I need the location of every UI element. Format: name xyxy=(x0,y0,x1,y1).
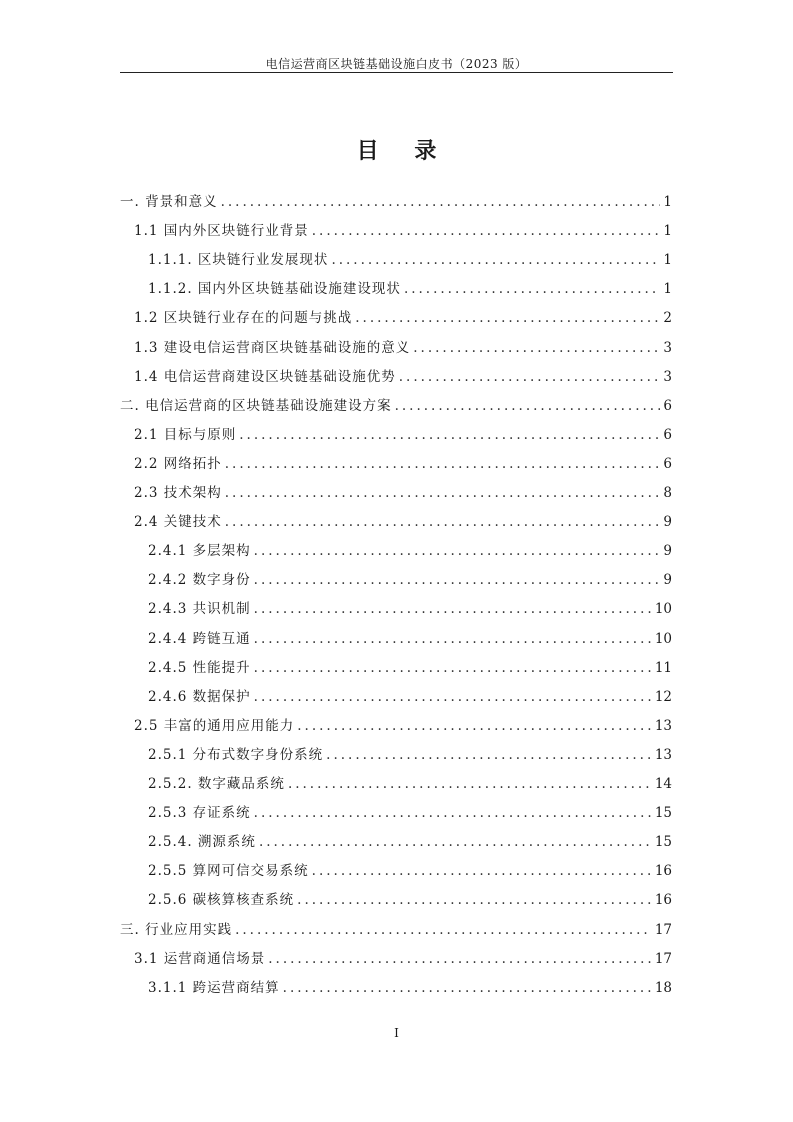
toc-entry[interactable] xyxy=(148,774,672,794)
toc-entry-page: 15 xyxy=(654,834,672,851)
toc-entry-label: 2.4.2 数字身份 xyxy=(148,572,251,589)
dot-leader xyxy=(254,570,661,590)
dot-leader xyxy=(331,250,660,270)
dot-leader xyxy=(312,221,661,241)
toc-entry-page: 13 xyxy=(654,746,672,763)
toc-entry-label: 1.1.1. 区块链行业发展现状 xyxy=(148,252,329,269)
toc-entry-label: 2.4.6 数据保护 xyxy=(148,688,251,705)
dot-leader xyxy=(355,308,660,328)
toc-entry-label: 2.4.1 多层架构 xyxy=(148,543,251,560)
dot-leader xyxy=(288,774,652,794)
toc-entry-label: 2.5.6 碳核算核查系统 xyxy=(148,892,295,909)
toc-entry[interactable] xyxy=(148,832,672,852)
toc-entry[interactable] xyxy=(134,716,672,736)
toc-entry[interactable] xyxy=(134,949,672,969)
toc-entry-page: 17 xyxy=(654,950,672,967)
toc-entry[interactable] xyxy=(134,454,672,474)
toc-entry-page: 11 xyxy=(654,659,672,676)
toc-entry-page: 14 xyxy=(654,776,672,792)
dot-leader xyxy=(404,279,660,299)
toc-entry-page: 6 xyxy=(663,426,672,443)
dot-leader xyxy=(254,687,652,707)
toc-entry-label: 2.3 技术架构 xyxy=(134,485,222,501)
header-rule xyxy=(120,72,673,73)
dot-leader xyxy=(254,658,652,678)
toc-entry[interactable] xyxy=(134,483,672,503)
toc-entry[interactable] xyxy=(148,541,672,561)
toc-entry-label: 2.5.4. 溯源系统 xyxy=(148,834,256,851)
toc-entry[interactable] xyxy=(148,861,672,881)
toc-entry[interactable] xyxy=(134,338,672,358)
toc-entry-label: 2.5 丰富的通用应用能力 xyxy=(134,717,295,734)
toc-entry[interactable] xyxy=(148,250,672,270)
toc-entry[interactable] xyxy=(148,745,672,765)
dot-leader xyxy=(283,978,652,998)
toc-entry-label: 2.4.3 共识机制 xyxy=(148,601,251,618)
toc-entry-page: 1 xyxy=(663,194,672,210)
toc-entry-label: 1.1 国内外区块链行业背景 xyxy=(134,223,309,240)
toc-entry-label: 2.5.5 算网可信交易系统 xyxy=(148,863,309,880)
toc-entry[interactable] xyxy=(134,367,672,387)
toc-entry-label: 1.4 电信运营商建设区块链基础设施优势 xyxy=(134,368,396,385)
toc-entry-label: 2.4 关键技术 xyxy=(134,514,222,531)
toc-entry-label: 2.1 目标与原则 xyxy=(134,426,237,443)
toc-entry[interactable] xyxy=(148,599,672,619)
dot-leader xyxy=(235,920,652,940)
toc-entry-label: 3.1.1 跨运营商结算 xyxy=(148,979,280,996)
toc-entry-label: 1.2 区块链行业存在的问题与挑战 xyxy=(134,310,353,327)
toc-entry-page: 2 xyxy=(663,310,672,327)
toc-entry-page: 3 xyxy=(663,339,672,356)
toc-entry[interactable] xyxy=(148,658,672,678)
toc-entry-page: 9 xyxy=(663,514,672,531)
toc-entry[interactable] xyxy=(134,512,672,532)
toc-entry-page: 17 xyxy=(654,921,672,938)
toc-entry[interactable] xyxy=(148,279,672,299)
toc-entry-page: 18 xyxy=(654,979,672,996)
toc-entry-page: 16 xyxy=(654,863,672,880)
toc-entry-label: 1.1.2. 国内外区块链基础设施建设现状 xyxy=(148,281,401,298)
toc-entry[interactable] xyxy=(134,221,672,241)
toc-entry[interactable] xyxy=(148,890,672,910)
toc-entry-page: 8 xyxy=(663,485,672,501)
toc-entry[interactable] xyxy=(148,803,672,823)
dot-leader xyxy=(254,629,652,649)
dot-leader xyxy=(399,367,661,387)
dot-leader xyxy=(254,803,652,823)
dot-leader xyxy=(326,745,652,765)
toc-entry-label: 2.4.4 跨链互通 xyxy=(148,630,251,647)
toc-entry[interactable] xyxy=(120,192,672,212)
toc-entry-page: 1 xyxy=(663,281,672,298)
running-header: 电信运营商区块链基础设施白皮书（2023 版） xyxy=(265,57,528,71)
toc-entry-page: 10 xyxy=(654,601,672,618)
toc-entry-label: 一. 背景和意义 xyxy=(120,194,218,210)
dot-leader xyxy=(221,192,661,212)
toc-entry-label: 三. 行业应用实践 xyxy=(120,921,233,938)
toc-entry-page: 10 xyxy=(654,630,672,647)
toc-entry-page: 12 xyxy=(654,688,672,705)
toc-entry-page: 1 xyxy=(663,252,672,269)
dot-leader xyxy=(395,396,661,416)
toc-entry-page: 15 xyxy=(654,805,672,822)
dot-leader xyxy=(225,512,661,532)
dot-leader xyxy=(413,338,660,358)
dot-leader xyxy=(239,425,660,445)
toc-entry-label: 二. 电信运营商的区块链基础设施建设方案 xyxy=(120,397,392,414)
dot-leader xyxy=(254,599,652,619)
toc-entry-page: 6 xyxy=(663,397,672,414)
toc-entry-page: 9 xyxy=(663,543,672,560)
toc-entry-label: 2.5.1 分布式数字身份系统 xyxy=(148,746,324,763)
dot-leader xyxy=(268,949,652,969)
toc-entry-label: 2.2 网络拓扑 xyxy=(134,455,222,472)
dot-leader xyxy=(225,454,661,474)
toc-entry-page: 6 xyxy=(663,455,672,472)
page-number: I xyxy=(394,1026,399,1040)
dot-leader xyxy=(312,861,652,881)
toc-entry[interactable] xyxy=(148,978,672,998)
toc-entry-page: 16 xyxy=(654,892,672,909)
toc-entry-label: 1.3 建设电信运营商区块链基础设施的意义 xyxy=(134,339,411,356)
toc-entry[interactable] xyxy=(148,629,672,649)
toc-entry-label: 2.5.2. 数字藏品系统 xyxy=(148,776,285,792)
toc-entry[interactable] xyxy=(148,687,672,707)
dot-leader xyxy=(259,832,652,852)
dot-leader xyxy=(225,483,661,503)
dot-leader xyxy=(254,541,661,561)
toc-entry[interactable] xyxy=(120,920,672,940)
toc-entry-label: 2.4.5 性能提升 xyxy=(148,659,251,676)
toc-entry-page: 13 xyxy=(654,717,672,734)
toc-title: 目 录 xyxy=(356,138,451,164)
toc-entry[interactable] xyxy=(134,308,672,328)
dot-leader xyxy=(297,890,652,910)
toc-entry-label: 2.5.3 存证系统 xyxy=(148,805,251,822)
toc-entry-page: 9 xyxy=(663,572,672,589)
toc-entry[interactable] xyxy=(120,396,672,416)
dot-leader xyxy=(297,716,652,736)
toc-entry[interactable] xyxy=(148,570,672,590)
toc-entry-page: 1 xyxy=(663,223,672,240)
toc-entry-label: 3.1 运营商通信场景 xyxy=(134,950,266,967)
toc-entry-page: 3 xyxy=(663,368,672,385)
toc-entry[interactable] xyxy=(134,425,672,445)
